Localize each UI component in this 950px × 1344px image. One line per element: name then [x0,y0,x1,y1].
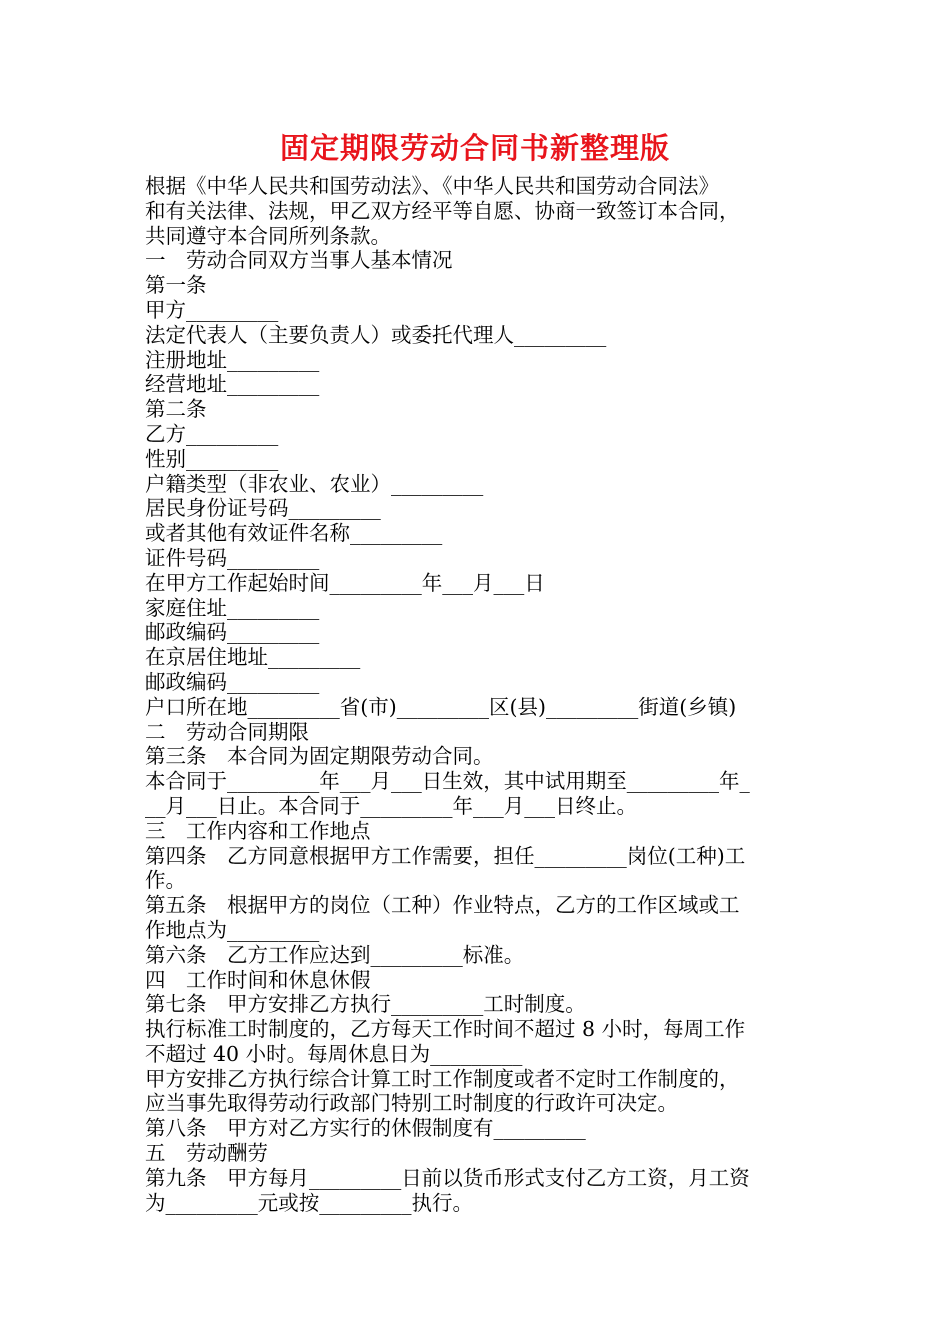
document-line: 四 工作时间和休息休假 [145,967,371,992]
document-line: 第二条 [145,397,207,422]
document-line: 甲方_________ [145,297,279,322]
document-line: 作地点为_________ [145,917,320,942]
document-line: 第五条 根据甲方的岗位（工种）作业特点，乙方的工作区域或工 [145,893,740,918]
document-line: 注册地址_________ [145,347,320,372]
document-line: __月___日止。本合同于_________年___月___日终止。 [145,793,637,818]
document-line: 第三条 本合同为固定期限劳动合同。 [145,744,494,769]
document-line: 不超过 40 小时。每周休息日为_________ [145,1041,523,1066]
document-line: 应当事先取得劳动行政部门特别工时制度的行政许可决定。 [145,1091,678,1116]
document-line: 乙方_________ [145,421,279,446]
document-line: 执行标准工时制度的，乙方每天工作时间不超过 8 小时，每周工作 [145,1017,746,1042]
document-line: 一 劳动合同双方当事人基本情况 [145,248,453,273]
document-line: 甲方安排乙方执行综合计算工时工作制度或者不定时工作制度的， [145,1066,740,1091]
document-line: 为_________元或按_________执行。 [145,1190,473,1215]
document-line: 五 劳动酬劳 [145,1141,268,1166]
document-line: 第一条 [145,273,207,298]
document-line: 共同遵守本合同所列条款。 [145,223,391,248]
document-line: 和有关法律、法规，甲乙双方经平等自愿、协商一致签订本合同， [145,198,740,223]
document-line: 经营地址_________ [145,372,320,397]
document-title: 固定期限劳动合同书新整理版 [279,131,670,165]
document-line: 第九条 甲方每月_________日前以货币形式支付乙方工资，月工资 [145,1165,750,1190]
document-line: 家庭住址_________ [145,595,320,620]
document-line: 户口所在地_________省(市)_________区(县)_________街道(乡镇) [145,694,737,719]
document-line: 居民身份证号码_________ [145,496,381,521]
document-line: 三 工作内容和工作地点 [145,818,371,843]
document-line: 性别_________ [145,446,279,471]
document-line: 第六条 乙方工作应达到_________标准。 [145,942,525,967]
document-line: 邮政编码_________ [145,620,320,645]
document-line: 第四条 乙方同意根据甲方工作需要，担任_________岗位(工种)工 [145,843,746,868]
document-line: 第八条 甲方对乙方实行的休假制度有_________ [145,1116,586,1141]
document-line: 证件号码_________ [145,545,320,570]
document-line: 在甲方工作起始时间_________年___月___日 [145,570,545,595]
document-line: 户籍类型（非农业、农业）_________ [145,471,484,496]
document-body [145,174,810,1215]
document-line: 或者其他有效证件名称_________ [145,521,443,546]
document-line: 在京居住地址_________ [145,645,361,670]
document-line: 本合同于_________年___月___日生效，其中试用期至_________年_ [145,769,750,794]
document-line: 邮政编码_________ [145,669,320,694]
document-line: 法定代表人（主要负责人）或委托代理人_________ [145,322,607,347]
document-line: 根据《中华人民共和国劳动法》、《中华人民共和国劳动合同法》 [145,174,719,198]
document-line: 二 劳动合同期限 [145,719,309,744]
document-line: 作。 [145,868,186,893]
document-line: 第七条 甲方安排乙方执行_________工时制度。 [145,992,586,1017]
